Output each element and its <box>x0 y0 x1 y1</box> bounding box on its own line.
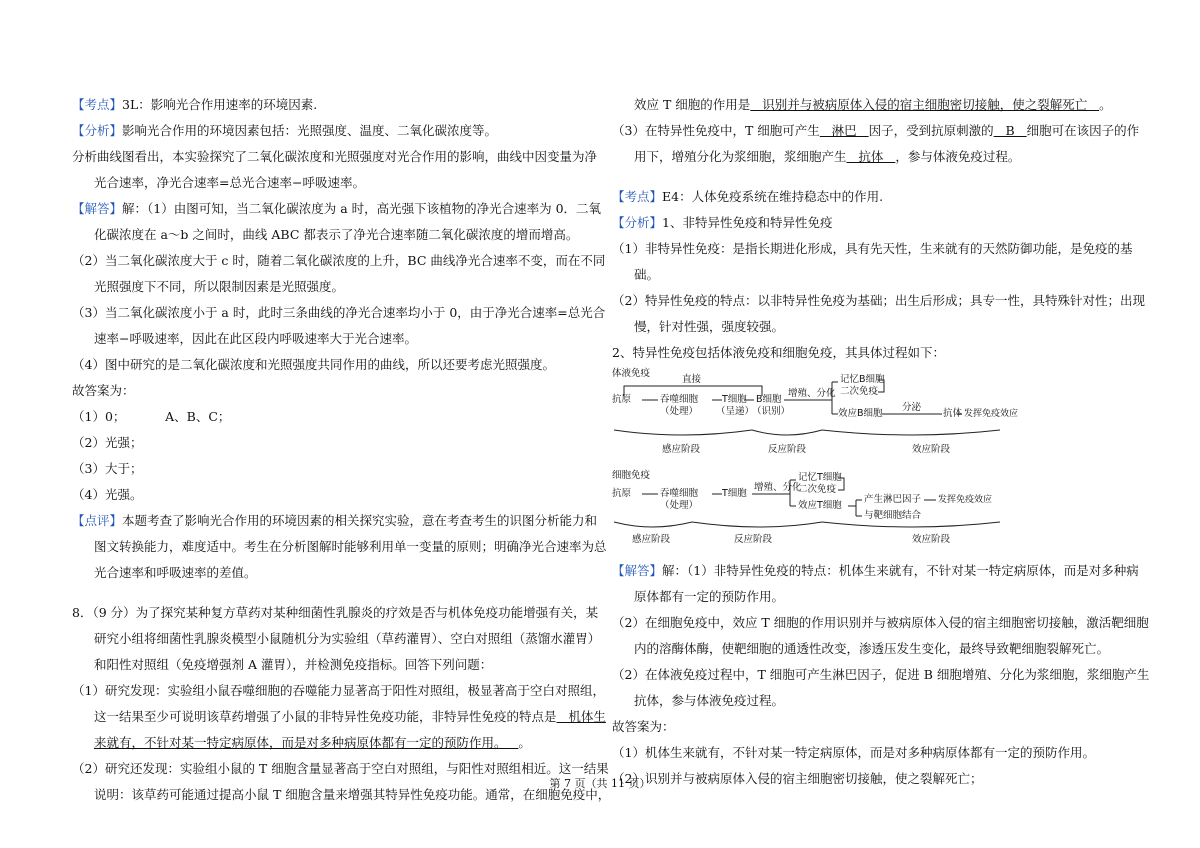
answer-line: （2）识别并与被病原体入侵的宿主细胞密切接触，使之裂解死亡； <box>612 771 983 786</box>
answer-blank: 抗体 <box>846 149 896 164</box>
text-line: 光合速率，净光合速率=总光合速率−呼吸速率。 <box>94 175 365 190</box>
fenxi-tag: 【分析】 <box>72 123 123 138</box>
text-line: （3）当二氧化碳浓度小于 a 时，此时三条曲线的净光合速率均小于 0，由于净光合速率=总光合 <box>72 305 606 320</box>
answer-blank: 淋巴 <box>819 123 869 138</box>
text-line: 内的溶酶体酶，使靶细胞的通透性改变，渗透压发生变化，最终导致靶细胞裂解死亡。 <box>634 641 1110 656</box>
text-line: 慢，针对性强，强度较强。 <box>634 319 785 334</box>
answer-line: （3）大于； <box>72 461 143 476</box>
text-line: 效应 T 细胞的作用是 识别并与被病原体入侵的宿主细胞密切接触，使之裂解死亡 。 <box>634 97 1112 112</box>
text-line: 2、特异性免疫包括体液免疫和细胞免疫，其具体过程如下： <box>612 345 945 360</box>
text-line: （2）在细胞免疫中，效应 T 细胞的作用识别并与被病原体入侵的宿主细胞密切接触，激活靶细胞 <box>612 615 1149 630</box>
text-line: （3）在特异性免疫中，T 细胞可产生 淋巴 因子，受到抗原刺激的 B 细胞可在该因子的作 <box>612 123 1140 138</box>
text-line: 速率−呼吸速率，因此在此区段内呼吸速率大于光合速率。 <box>94 331 417 346</box>
right-column <box>612 92 1150 792</box>
text-line: 故答案为： <box>72 383 135 398</box>
question-line: 8．（9 分）为了探究某种复方草药对某种细菌性乳腺炎的疗效是否与机体免疫功能增强有关，某 <box>72 605 599 620</box>
question-line: 说明：该草药可能通过提高小鼠 T 细胞含量来增强其特异性免疫功能。通常，在细胞免疫中， <box>94 787 611 802</box>
answer-blank: 识别并与被病原体入侵的宿主细胞密切接触，使之裂解死亡 <box>750 97 1100 112</box>
question-line: 这一结果至少可说明该草药增强了小鼠的非特异性免疫功能，非特异性免疫的特点是 机体生 <box>94 709 606 724</box>
jieda-line: 【解答】解：（1）由图可知，当二氧化碳浓度为 a 时，高光强下该植物的净光合速率为 0．二氧 <box>72 201 602 216</box>
text-line: 础。 <box>634 267 660 282</box>
text-line: 化碳浓度在 a～b 之间时，曲线 ABC 都表示了净光合速率随二氧化碳浓度的增而增高。 <box>94 227 579 242</box>
question-line: （2）研究还发现：实验组小鼠的 T 细胞含量显著高于空白对照组，与阳性对照组相近。这一结果 <box>72 761 609 776</box>
text-line: 分析曲线图看出，本实验探究了二氧化碳浓度和光照强度对光合作用的影响，曲线中因变量为净 <box>72 149 598 164</box>
question-line: 来就有，不针对某一特定病原体，而是对多种病原体都有一定的预防作用。 。 <box>94 735 531 750</box>
fenxi-line: 【分析】1、非特异性免疫和特异性免疫 <box>612 215 833 230</box>
text-line: （2）特异性免疫的特点：以非特异性免疫为基础；出生后形成；具专一性，具特殊针对性；出现 <box>612 293 1145 308</box>
fenxi-tag: 【分析】 <box>612 215 663 230</box>
kaodian-tag: 【考点】 <box>612 189 663 204</box>
text-line: 原体都有一定的预防作用。 <box>634 589 785 604</box>
answer-blank: 机体生 <box>556 709 606 724</box>
question-line: 研究小组将细菌性乳腺炎模型小鼠随机分为实验组（草药灌胃）、空白对照组（蒸馏水灌胃） <box>94 631 601 646</box>
question-line: （1）研究发现：实验组小鼠吞噬细胞的吞噬能力显著高于阳性对照组，极显著高于空白对照组， <box>72 683 605 698</box>
question-line: 和阳性对照组（免疫增强剂 A 灌胃），并检测免疫指标。回答下列问题： <box>94 657 493 672</box>
humoral-immunity-diagram: 体液免疫 直接 抗原 吞噬细胞 （处理） T细胞 （呈递） B细胞 （识别） 增殖、分化 记忆B细胞 二次免疫 效应B细胞 分泌 抗体 发挥免疫效应 感应阶段 反应阶段 效应阶段 <box>612 368 1002 466</box>
text-line: （2）在体液免疫过程中，T 细胞可产生淋巴因子，促进 B 细胞增殖、分化为浆细胞，浆细胞产生 <box>612 667 1150 682</box>
answer-line: （1）0； A、B、C； <box>72 409 231 424</box>
answer-blank: B <box>993 123 1027 138</box>
kaodian-tag: 【考点】 <box>72 97 123 112</box>
text-line: 故答案为： <box>612 719 675 734</box>
text-line: 光照强度下不同，所以限制因素是光照强度。 <box>94 279 345 294</box>
dianping-tag: 【点评】 <box>72 513 123 528</box>
page-footer: 第 7 页（共 11 页） <box>549 777 651 790</box>
dianping-line: 【点评】本题考查了影响光合作用的环境因素的相关探究实验，意在考查考生的识图分析能力和 <box>72 513 598 528</box>
text-line: 图文转换能力，难度适中。考生在分析图解时能够利用单一变量的原则；明确净光合速率为总 <box>94 539 607 554</box>
cellular-immunity-diagram: 细胞免疫 抗原 吞噬细胞 （处理） T细胞 增殖、分化 记忆T细胞 二次免疫 效应T细胞 产生淋巴因子 发挥免疫效应 与靶细胞结合 感应阶段 反应阶段 效应阶段 <box>612 470 1002 554</box>
jieda-tag: 【解答】 <box>612 563 663 578</box>
text-line: 用下，增殖分化为浆细胞，浆细胞产生 抗体 ，参与体液免疫过程。 <box>634 149 1021 164</box>
kaodian-line: 【考点】3L：影响光合作用速率的环境因素. <box>72 97 318 112</box>
text-line: （4）图中研究的是二氧化碳浓度和光照强度共同作用的曲线，所以还要考虑光照强度。 <box>72 357 555 372</box>
text-line: （2）当二氧化碳浓度大于 c 时，随着二氧化碳浓度的上升，BC 曲线净光合速率不变，而在不同 <box>72 253 606 268</box>
answer-line: （2）光强； <box>72 435 143 450</box>
jieda-tag: 【解答】 <box>72 201 123 216</box>
text-line: （1）非特异性免疫：是指长期进化形成，具有先天性，生来就有的天然防御功能，是免疫的基 <box>612 241 1133 256</box>
text-line: 抗体，参与体液免疫过程。 <box>634 693 785 708</box>
fenxi-line: 【分析】影响光合作用的环境因素包括：光照强度、温度、二氧化碳浓度等。 <box>72 123 498 138</box>
answer-line: （1）机体生来就有，不针对某一特定病原体，而是对多种病原体都有一定的预防作用。 <box>612 745 1095 760</box>
jieda-line: 【解答】解：（1）非特异性免疫的特点：机体生来就有，不针对某一特定病原体，而是对多种病 <box>612 563 1139 578</box>
kaodian-line: 【考点】E4：人体免疫系统在维持稳态中的作用. <box>612 189 884 204</box>
text-line: 光合速率和呼吸速率的差值。 <box>94 565 257 580</box>
answer-blank: 来就有，不针对某一特定病原体，而是对多种病原体都有一定的预防作用。 <box>94 735 519 750</box>
answer-line: （4）光强。 <box>72 487 143 502</box>
